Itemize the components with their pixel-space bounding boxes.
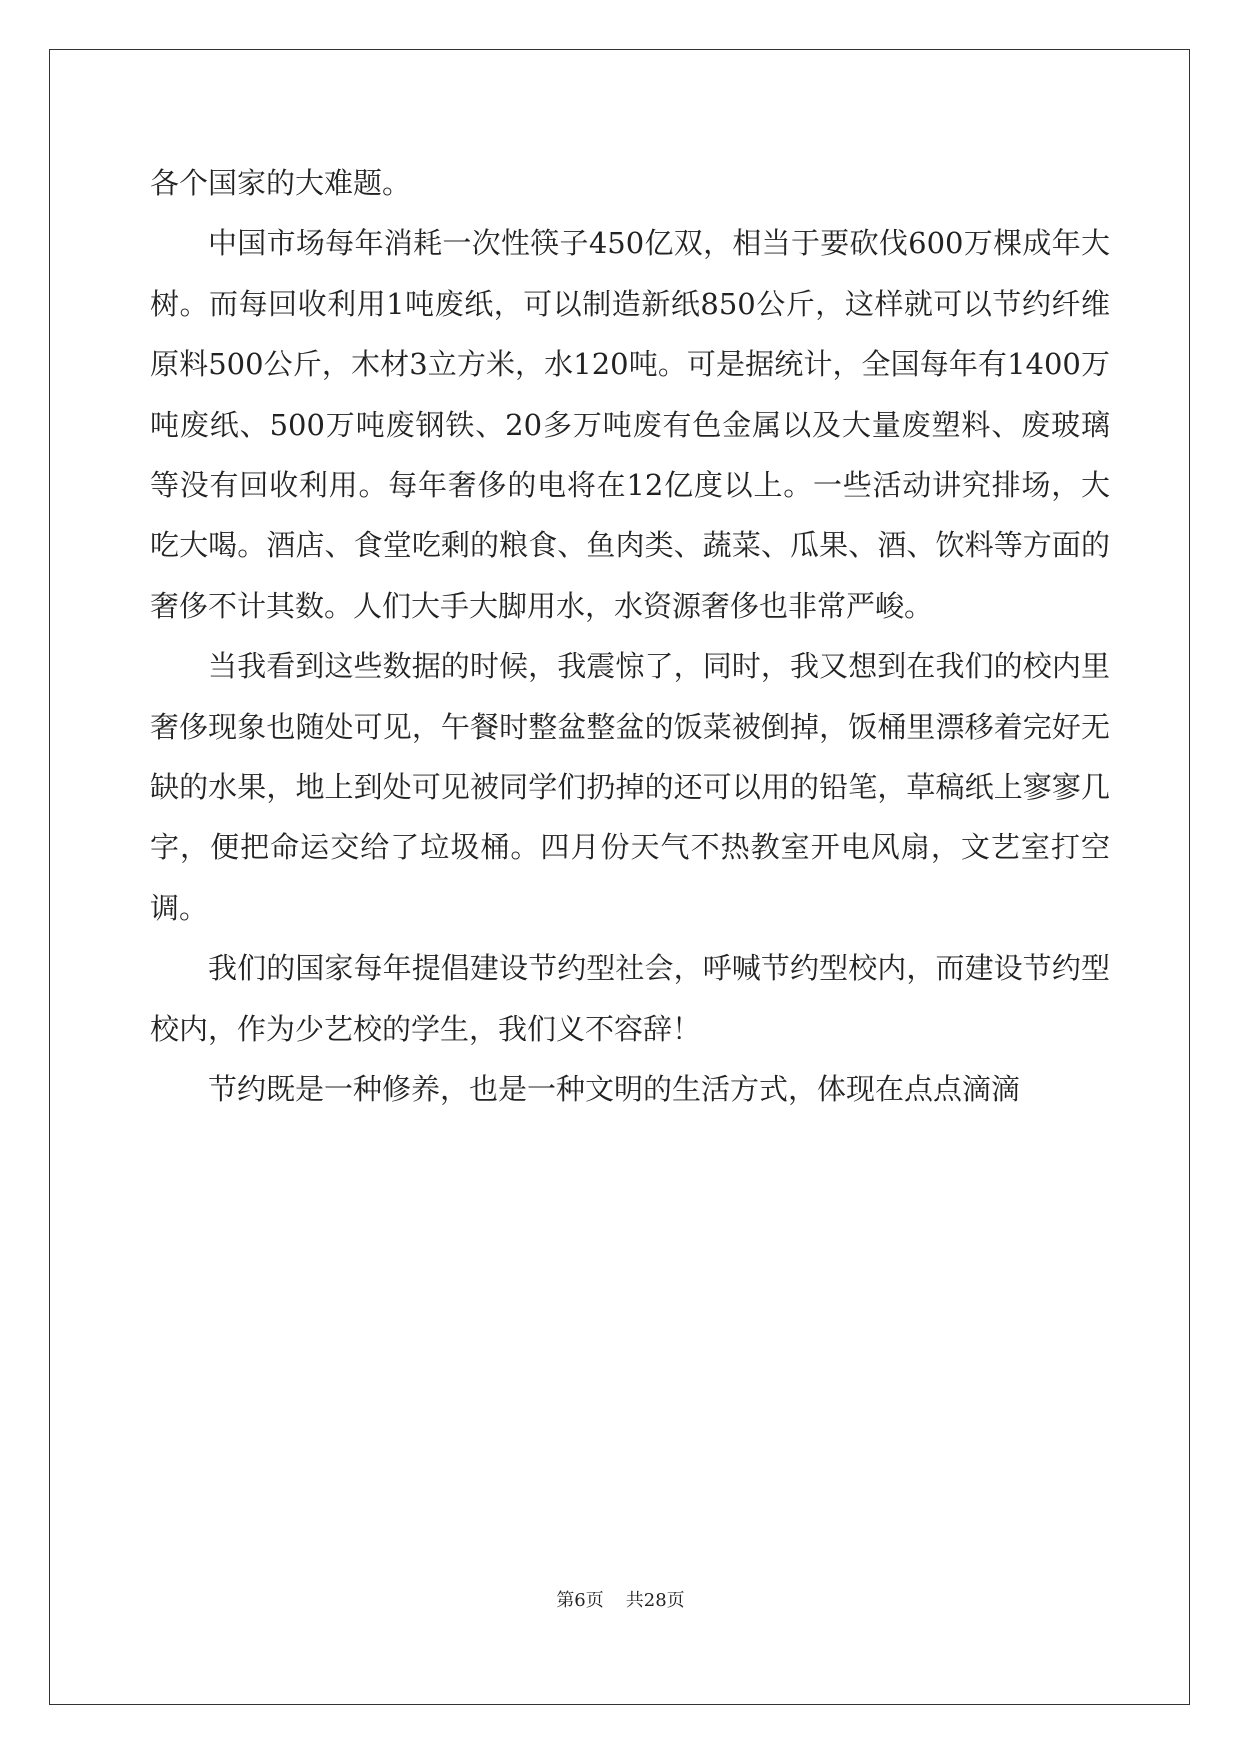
- page-footer: [0, 1586, 1241, 1612]
- page-total: 共28页: [625, 1590, 685, 1611]
- page-number: 第6页: [556, 1590, 604, 1611]
- paragraph-3: 当我看到这些数据的时候，我震惊了，同时，我又想到在我们的校内里奢侈现象也随处可见，午餐时整盆整盆的饭菜被倒掉，饭桶里漂移着完好无缺的水果，地上到处可见被同学们扔掉的还可以用的铅笔，草稿纸上寥寥几字，便把命运交给了垃圾桶。四月份天气不热教室开电风扇，文艺室打空调。: [150, 649, 1110, 925]
- document-body: [150, 153, 1110, 1120]
- paragraph-4: 我们的国家每年提倡建设节约型社会，呼喊节约型校内，而建设节约型校内，作为少艺校的学生，我们义不容辞！: [150, 951, 1110, 1046]
- paragraph-2: 中国市场每年消耗一次性筷子450亿双，相当于要砍伐600万棵成年大树。而每回收利用1吨废纸，可以制造新纸850公斤，这样就可以节约纤维原料500公斤，木材3立方米，水120吨。可是据统计，全国每年有1400万吨废纸、500万吨废钢铁、20多万吨废有色金属以及大量废塑料、废玻璃等没有回收利用。每年奢侈的电将在12亿度以上。一些活动讲究排场，大吃大喝。酒店、食堂吃剩的粮食、鱼肉类、蔬菜、瓜果、酒、饮料等方面的奢侈不计其数。人们大手大脚用水，水资源奢侈也非常严峻。: [150, 226, 1110, 623]
- paragraph-1: 各个国家的大难题。: [150, 166, 412, 200]
- paragraph-5: 节约既是一种修养，也是一种文明的生活方式，体现在点点滴滴: [208, 1072, 1021, 1107]
